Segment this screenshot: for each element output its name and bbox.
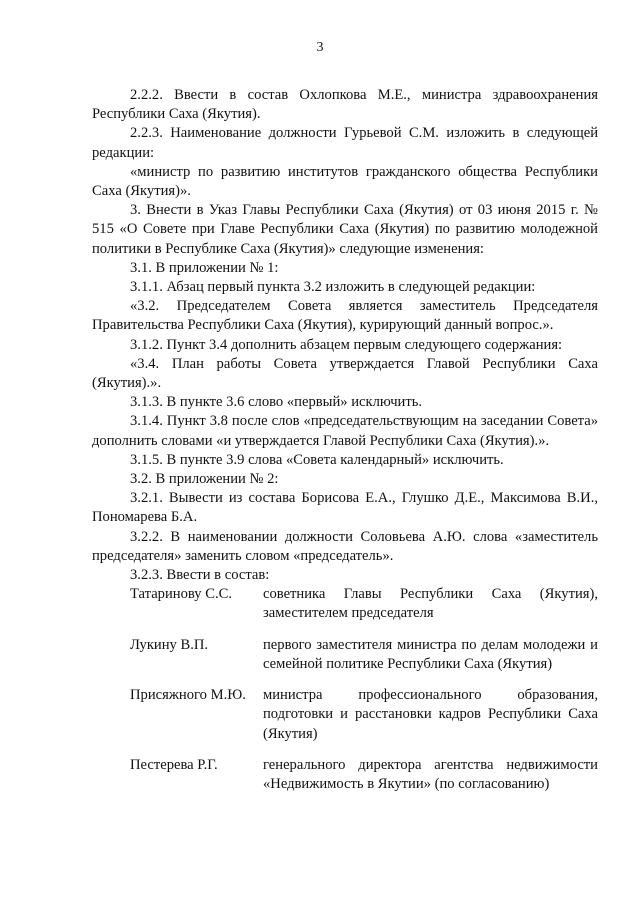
paragraph-quote-minister: «министр по развитию институтов гражданского общества Республики Саха (Якутия)».	[92, 163, 598, 200]
paragraph-2-2-3: 2.2.3. Наименование должности Гурьевой С.М. изложить в следующей редакции:	[92, 125, 598, 161]
paragraph-3-1-3: 3.1.3. В пункте 3.6 слово «первый» исключить.	[130, 394, 423, 411]
paragraph-quote-3-4: «3.4. План работы Совета утверждается Главой Республики Саха (Якутия).».	[92, 355, 598, 392]
paragraph-3-1-1: 3.1.1. Абзац первый пункта 3.2 изложить в следующей редакции:	[130, 279, 536, 296]
member-name: Пестерева Р.Г.	[130, 756, 218, 773]
paragraph-3-2-3: 3.2.3. Ввести в состав:	[130, 567, 270, 584]
paragraph-3-2: 3.2. В приложении № 2:	[130, 471, 279, 488]
paragraph-3-2-1: 3.2.1. Вывести из состава Борисова Е.А., Глушко Д.Е., Максимова В.И., Пономарева Б.А.	[92, 490, 598, 526]
member-role: генерального директора агентства недвижимости «Недвижимость в Якутии» (по согласованию)	[263, 756, 598, 792]
paragraph-3-1: 3.1. В приложении № 1:	[130, 259, 279, 276]
paragraph-3-1-5: 3.1.5. В пункте 3.9 слова «Совета календарный» исключить.	[130, 451, 504, 468]
member-role: министра профессионального образования, подготовки и расстановки кадров Республики Саха (Якутия)	[263, 687, 598, 742]
paragraph-3-2-2: 3.2.2. В наименовании должности Соловьева А.Ю. слова «заместитель председателя» заменить словом «председатель».	[92, 528, 598, 564]
member-row	[92, 686, 598, 744]
paragraph-quote-3-2: «3.2. Председателем Совета является заместитель Председателя Правительства Республики Саха (Якутия), курирующий данный вопрос.».	[92, 298, 598, 334]
document-body	[92, 86, 598, 806]
page-number: 3	[316, 40, 324, 55]
paragraph-3-1-4: 3.1.4. Пункт 3.8 после слов «председательствующим на заседании Совета» дополнить словами «и утверждается Главой Республики Саха (Якутия).».	[92, 413, 598, 449]
member-role: первого заместителя министра по делам молодежи и семейной политике Республики Саха (Якутия)	[263, 636, 598, 672]
member-row	[92, 585, 598, 623]
member-name: Татаринову С.С.	[130, 586, 232, 603]
members-list	[92, 585, 598, 794]
paragraph-2-2-2: 2.2.2. Ввести в состав Охлопкова М.Е., министра здравоохранения Республики Саха (Якутия).	[92, 87, 598, 123]
member-name: Присяжного М.Ю.	[130, 687, 246, 704]
member-row	[92, 756, 598, 794]
member-role: советника Главы Республики Саха (Якутия), заместителем председателя	[263, 586, 598, 622]
paragraph-3: 3. Внести в Указ Главы Республики Саха (Якутия) от 03 июня 2015 г. № 515 «О Совете при Главе Республики Саха (Якутия) по развитию молодежной политики в Республике Саха (Якутия)» следующие изменения:	[92, 202, 598, 257]
paragraph-3-1-2: 3.1.2. Пункт 3.4 дополнить абзацем первым следующего содержания:	[130, 336, 563, 353]
member-name: Лукину В.П.	[130, 636, 209, 653]
member-row	[92, 636, 598, 674]
